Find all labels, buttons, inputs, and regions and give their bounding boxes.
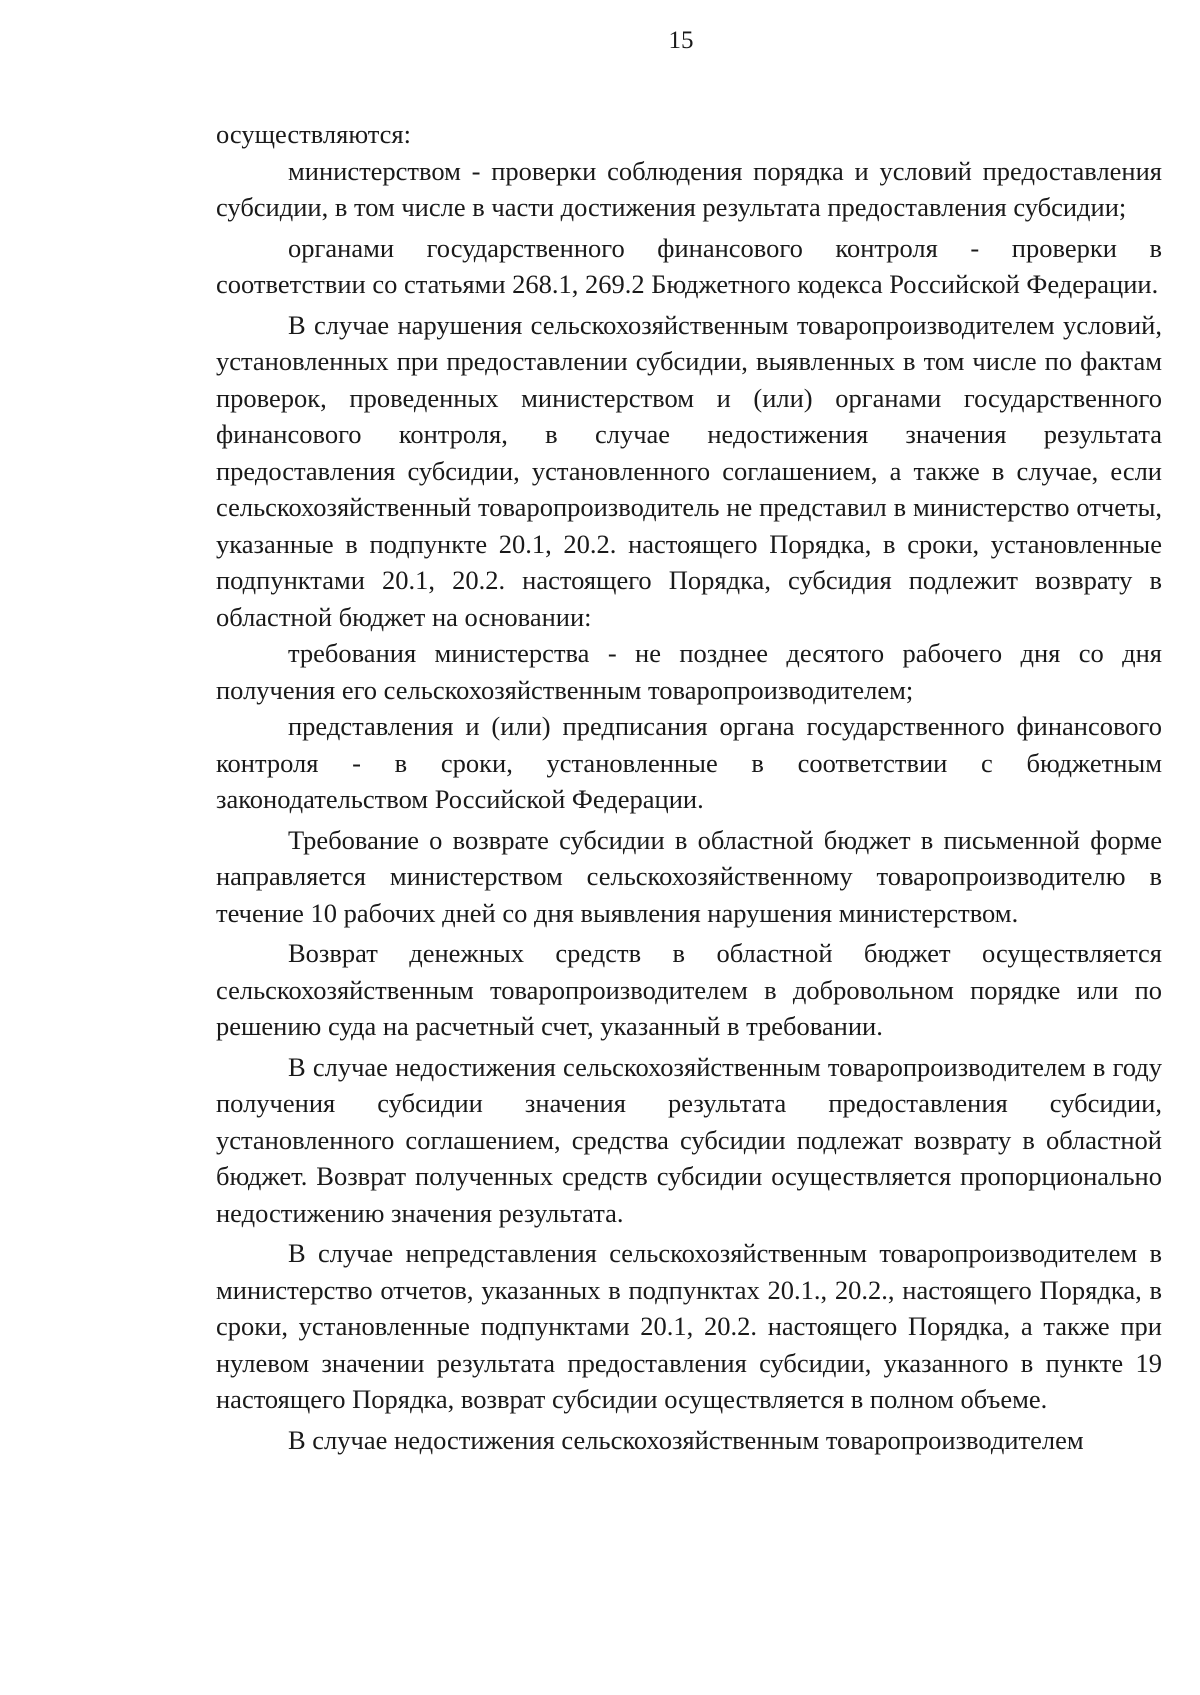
page-number: 15 xyxy=(668,27,694,54)
paragraph-intro: осуществляются: xyxy=(216,119,411,149)
document-body xyxy=(216,116,1162,1458)
paragraph-ministry-checks: министерством - проверки соблюдения порядка и условий предоставления субсидии, в том числе в части достижения результата предоставления субсидии; xyxy=(216,155,1162,222)
paragraph-continued: В случае недостижения сельскохозяйственным товаропроизводителем xyxy=(288,1424,1084,1455)
paragraph-ministry-demand: требования министерства - не позднее десятого рабочего дня со дня получения его сельскохозяйственным товаропроизводителем; xyxy=(216,638,1162,705)
paragraph-voluntary-return: Возврат денежных средств в областной бюджет осуществляется сельскохозяйственным товаропроизводителем в добровольном порядке или по решению суда на расчетный счет, указанный в требовании. xyxy=(216,938,1162,1041)
paragraph-full-return: В случае непредставления сельскохозяйственным товаропроизводителем в министерство отчетов, указанных в подпунктах 20.1., 20.2., настоящего Порядка, в сроки, установленные подпунктами 20.1, 20.2. настоящего Порядка, а также при нулевом значении результата предоставления субсидии, указанного в пункте 19 настоящего Порядка, возврат субсидии осуществляется в полном объеме. xyxy=(216,1238,1162,1414)
paragraph-violation-return: В случае нарушения сельскохозяйственным товаропроизводителем условий, установленных при предоставлении субсидии, выявленных в том числе по фактам проверок, проведенных министерством и (или) органами государственного финансового контроля, в случае недостижения значения результата предоставления субсидии, установленного соглашением, а также в случае, если сельскохозяйственный товаропроизводитель не представил в министерство отчеты, указанные в подпункте 20.1, 20.2. настоящего Порядка, в сроки, установленные подпунктами 20.1, 20.2. настоящего Порядка, субсидия подлежит возврату в областной бюджет на основании: xyxy=(216,309,1162,632)
paragraph-written-demand: Требование о возврате субсидии в областной бюджет в письменной форме направляется министерством сельскохозяйственному товаропроизводителю в течение 10 рабочих дней со дня выявления нарушения министерством. xyxy=(216,824,1162,928)
paragraph-control-prescription: представления и (или) предписания органа государственного финансового контроля - в сроки, установленные в соответствии с бюджетным законодательством Российской Федерации. xyxy=(216,711,1162,814)
paragraph-financial-control: органами государственного финансового контроля - проверки в соответствии со статьями 268.1, 269.2 Бюджетного кодекса Российской Федерации. xyxy=(216,232,1162,299)
paragraph-proportional-return: В случае недостижения сельскохозяйственным товаропроизводителем в году получения субсидии значения результата предоставления субсидии, установленного соглашением, средства субсидии подлежат возврату в областной бюджет. Возврат полученных средств субсидии осуществляется пропорционально недостижению значения результата. xyxy=(216,1051,1162,1228)
